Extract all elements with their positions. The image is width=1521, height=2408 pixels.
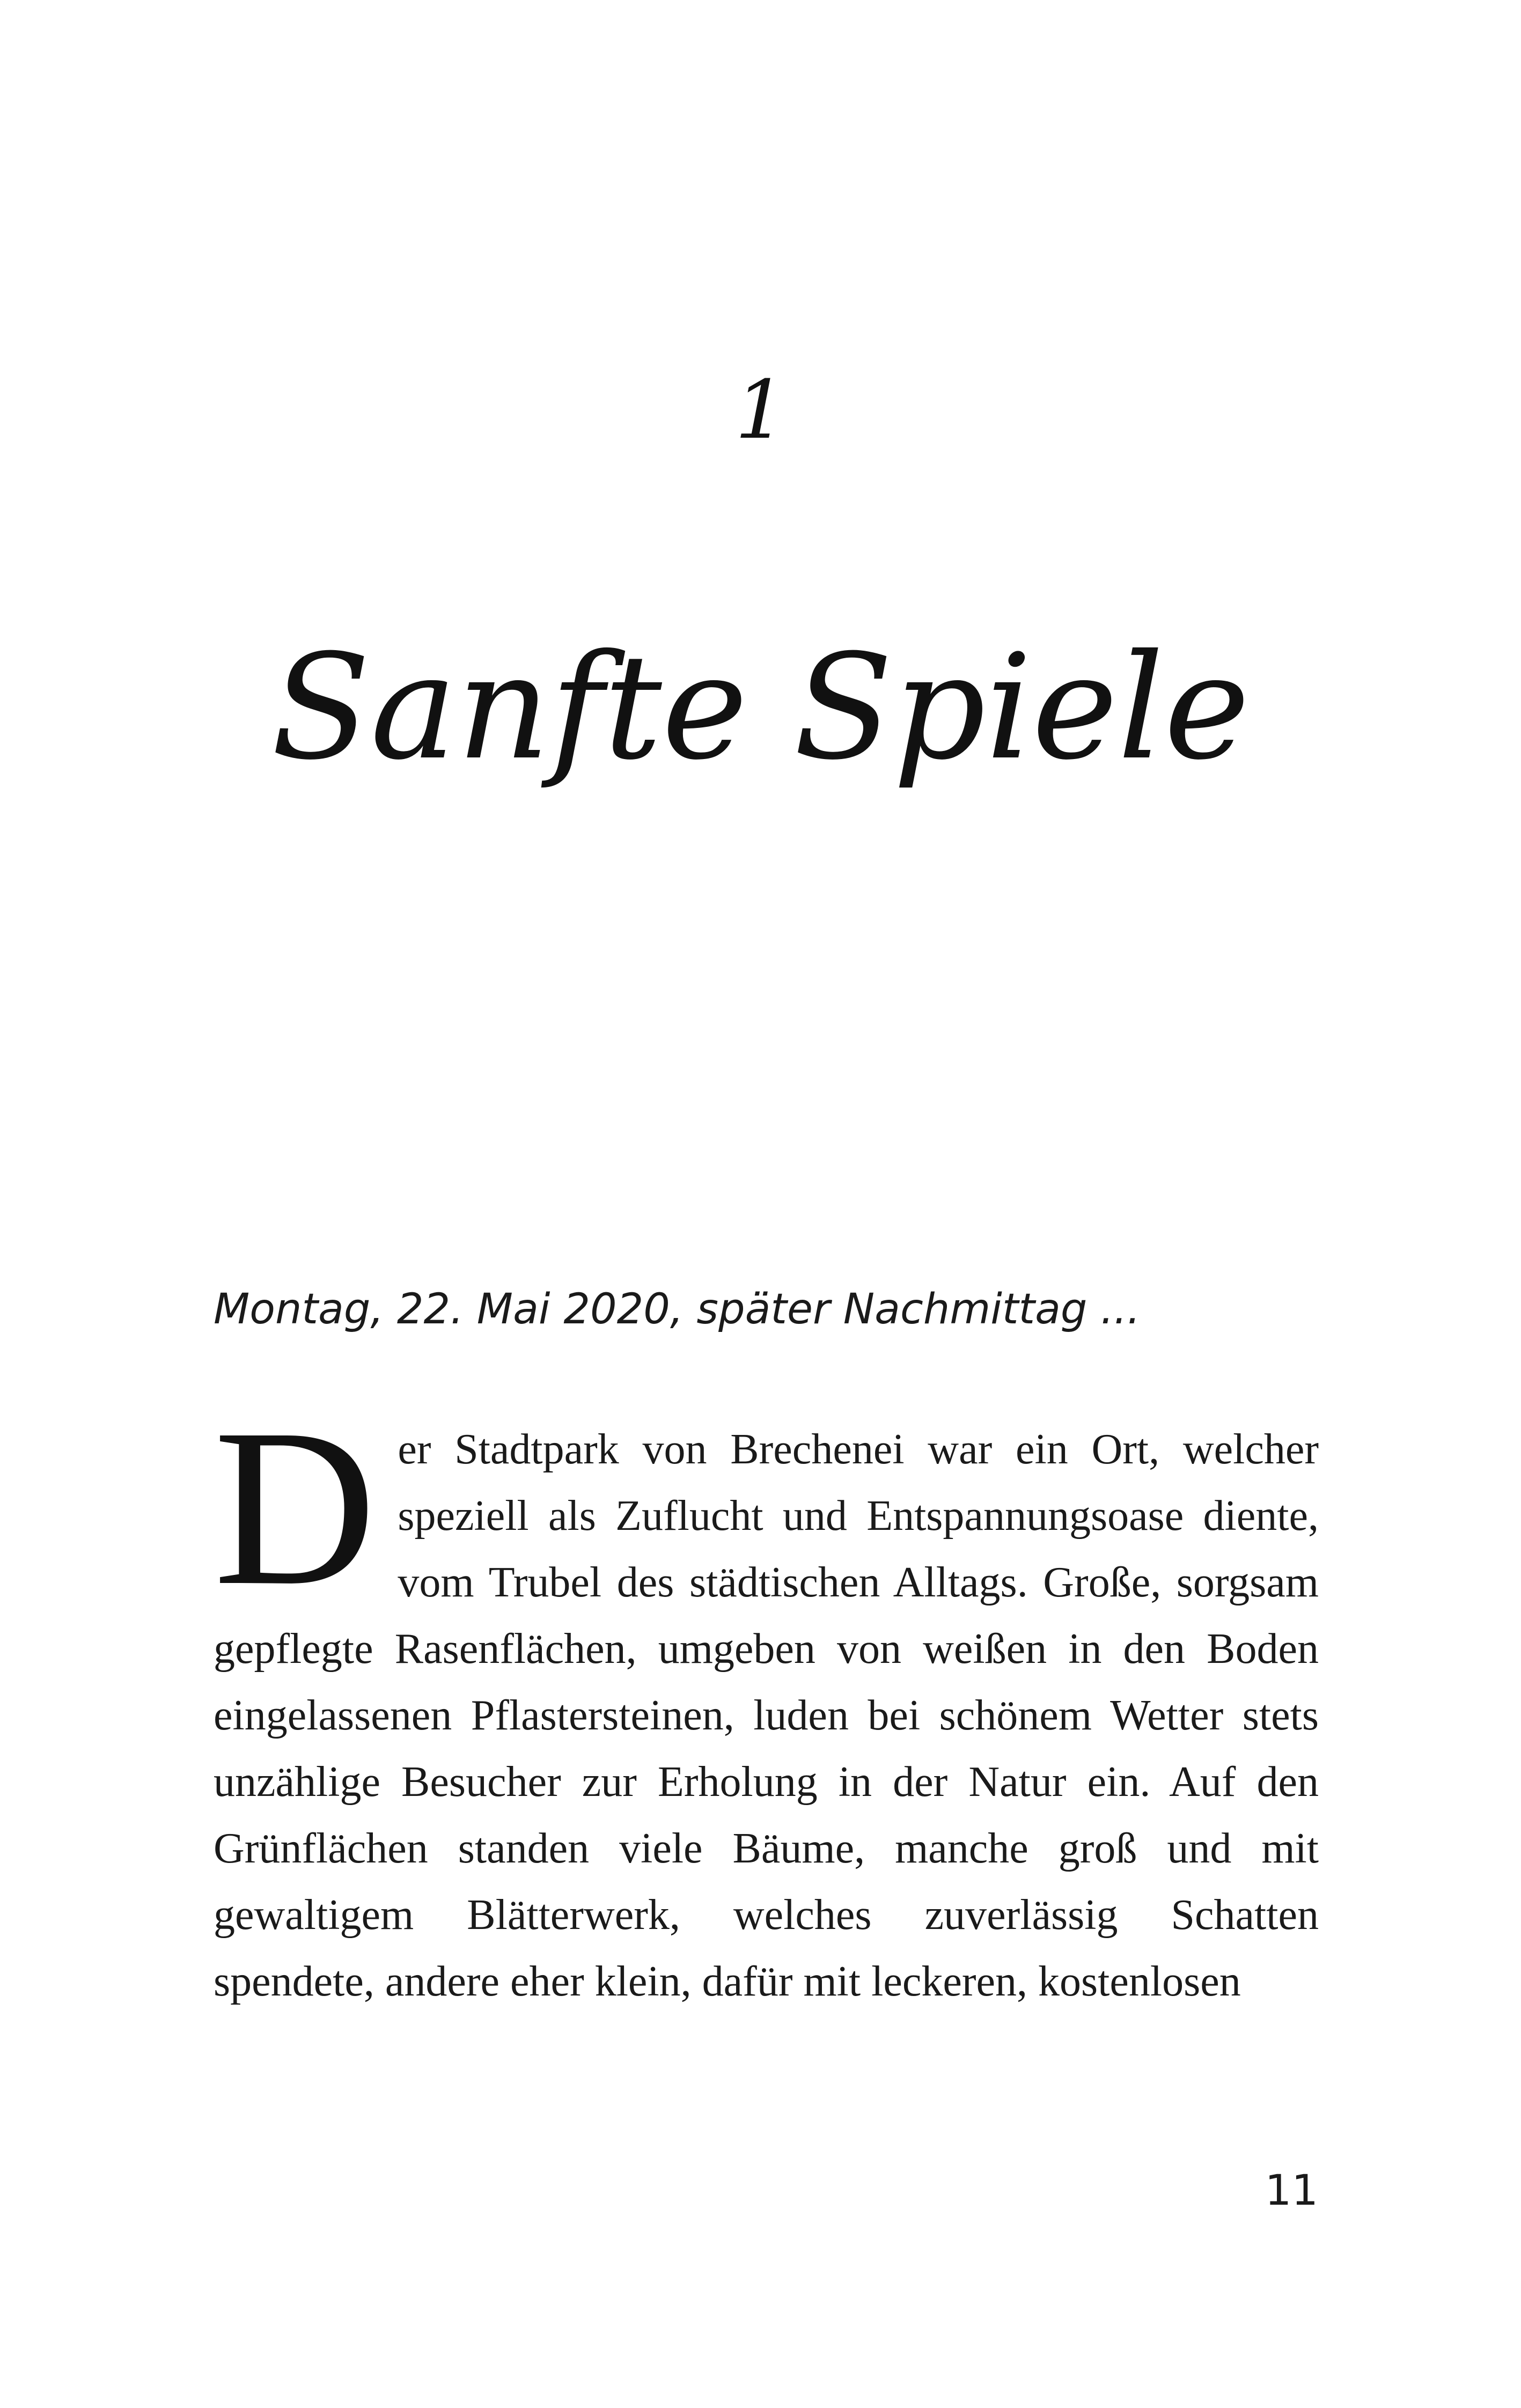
drop-cap: D [214, 1382, 377, 1632]
page-number: 11 [1265, 2167, 1318, 2215]
chapter-number: 1 [734, 364, 787, 457]
chapter-title: Sanfte Spiele [271, 623, 1250, 792]
body-paragraph [214, 1382, 1319, 2015]
paragraph-text: er Stadtpark von Brechenei war ein Ort, welcher speziell als Zuflucht und Entspannungsoase diente, vom Trubel des städtischen Alltags. Große, sorgsam gepflegte Rasenflächen, umgeben von weißen in den Boden eingelassenen Pflastersteinen, luden bei schönem Wetter stets unzählige Besucher zur Erholung in der Natur ein. Auf den Grünflächen standen viele Bäume, manche groß und mit gewaltigem Blätterwerk, welches zuverlässig Schatten spendete, andere eher klein, dafür mit leckeren, kostenlosen [214, 1426, 1319, 2005]
date-line: Montag, 22. Mai 2020, später Nachmittag ... [214, 1285, 1141, 1334]
